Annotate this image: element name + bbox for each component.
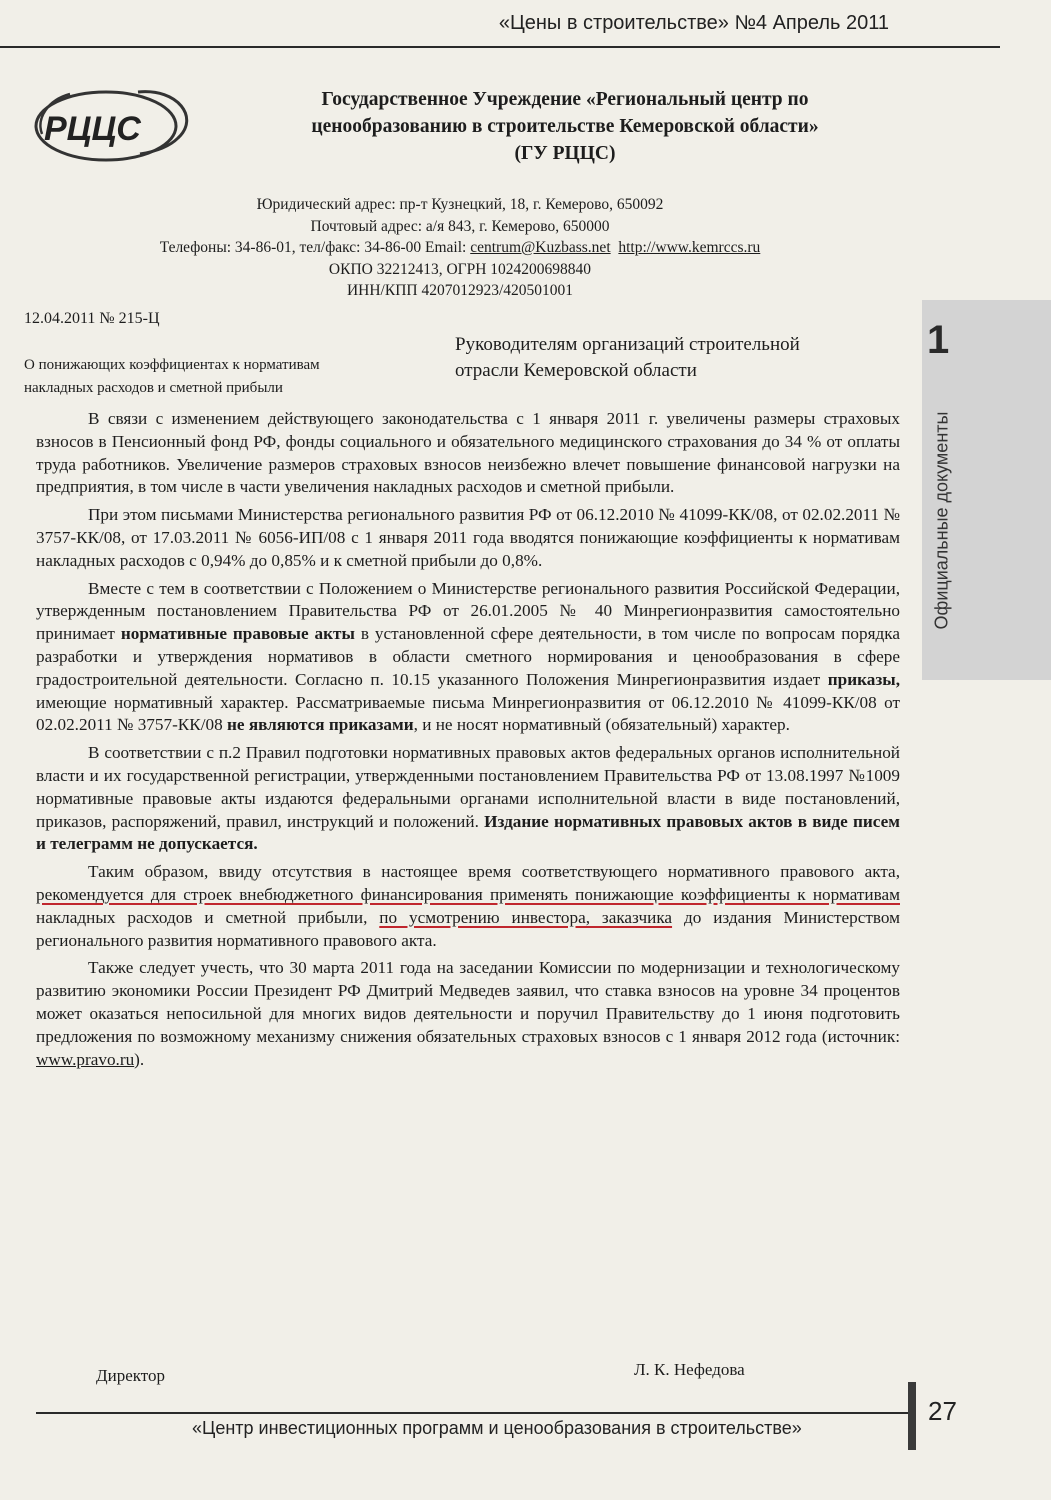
postal-address: Почтовый адрес: а/я 843, г. Кемерово, 650000 (310, 217, 610, 235)
inn-line: ИНН/КПП 4207012923/420501001 (346, 282, 574, 299)
highlighted-recommendation: рекомендуется для строек внебюджетного финансирования применять понижающие коэффициенты к нормативам (36, 884, 900, 904)
email-link[interactable]: centrum@Kuzbass.net (470, 239, 611, 256)
signatory-name: Л. К. Нефедова (634, 1360, 745, 1379)
letter-date-number: 12.04.2011 № 215-Ц (24, 310, 160, 327)
footer-text: «Центр инвестиционных программ и ценообразования в строительстве» (192, 1418, 802, 1438)
rccs-logo (28, 78, 218, 174)
paragraph-6: Также следует учесть, что 30 марта 2011 года на заседании Комиссии по модернизации и технологическому развитию экономики России Президент РФ Дмитрий Медведев заявил, что ставка взносов на уровне 34 процентов может оказаться непосильной для многих видов деятельности и поручил Правительству до 1 июня подготовить предложения по возможному механизму снижения обязательных страховых взносов с 1 января 2012 года (источник: www.pravo.ru). (36, 958, 900, 1069)
journal-header: «Цены в строительстве» №4 Апрель 2011 (498, 12, 889, 34)
organization-title: Государственное Учреждение «Региональный центр по ценообразованию в строительстве Кемеровской области» (ГУ РЦЦС) (311, 89, 819, 164)
header-rule (0, 46, 1000, 48)
paragraph-4: В соответствии с п.2 Правил подготовки нормативных правовых актов федеральных органов исполнительной власти и их государственной регистрации, утвержденными постановлением Правительства РФ от 13.08.1997 №1009 нормативные правовые акты издаются федеральными органами исполнительной власти в виде постановлений, приказов, распоряжений, правил, инструкций и положений. Издание нормативных правовых актов в виде писем и телеграмм не допускается. (36, 743, 900, 854)
highlighted-discretion: по усмотрению инвестора, заказчика (379, 907, 673, 927)
paragraph-2: При этом письмами Министерства регионального развития РФ от 06.12.2010 № 41099-КК/08, от 02.02.2011 № 3757-КК/08, от 17.03.2011 № 6056-ИП/08 с 1 января 2011 года вводятся понижающие коэффициенты к нормативам накладных расходов с 0,94% до 0,85% и к сметной прибыли до 0,8%. (36, 505, 900, 570)
legal-address: Юридический адрес: пр-т Кузнецкий, 18, г. Кемерово, 650092 (256, 196, 664, 213)
okpo-line: ОКПО 32212413, ОГРН 1024200698840 (328, 260, 592, 278)
paragraph-3: Вместе с тем в соответствии с Положением о Министерстве регионального развития Российской Федерации, утвержденным постановлением Правительства РФ от 26.01.2005 № 40 Минрегионразвития самостоятельно принимает нормативные правовые акты в установленной сфере деятельности, в том числе по вопросам порядка разработки и утверждения нормативов в области сметного нормирования и ценообразования в сфере градостроительной деятельности. Согласно п. 10.15 указанного Положения Минрегионразвития издает приказы, имеющие нормативный характер. Рассматриваемые письма Минрегионразвития от 06.12.2010 № 41099-КК/08 от 02.02.2011 № 3757-КК/08 не являются приказами, и не носят нормативный (обязательный) характер. (36, 578, 900, 735)
website-link[interactable]: http://www.kemrccs.ru (618, 239, 761, 256)
letterhead-address (40, 194, 880, 302)
footer-rule (36, 1412, 908, 1414)
letter-subject: О понижающих коэффициентах к нормативам накладных расходов и сметной прибыли (24, 357, 320, 396)
source-link[interactable]: www.pravo.ru (36, 1049, 135, 1069)
paragraph-1: В связи с изменением действующего законодательства с 1 января 2011 г. увеличены размеры страховых взносов в Пенсионный фонд РФ, фонды социального и обязательного медицинского страхования до 34 % от оплаты труда работников. Увеличение размеров страховых взносов неизбежно влечет повышение финансовой нагрузки на предприятия, в том числе в части увеличения накладных расходов и сметной прибыли. (36, 409, 900, 497)
contacts-line: Телефоны: 34-86-01, тел/факс: 34-86-00 Email: centrum@Kuzbass.net http://www.kemrccs.ru (159, 239, 761, 256)
letter-body (36, 408, 900, 1076)
paragraph-5: Таким образом, ввиду отсутствия в настоящее время соответствующего нормативного правового акта, рекомендуется для строек внебюджетного финансирования применять понижающие коэффициенты к нормативам накладных расходов и сметной прибыли, по усмотрению инвестора, заказчика до издания Министерством регионального развития нормативного правового акта. (36, 862, 900, 950)
section-label: Официальные документы (931, 411, 952, 630)
footer-bar (908, 1382, 916, 1450)
page-number: 27 (928, 1396, 957, 1426)
section-number: 1 (927, 318, 950, 362)
letter-recipient: Руководителям организаций строительной отрасли Кемеровской области (455, 334, 800, 381)
signatory-position: Директор (96, 1366, 165, 1385)
logo-text: РЦЦС (44, 110, 141, 148)
